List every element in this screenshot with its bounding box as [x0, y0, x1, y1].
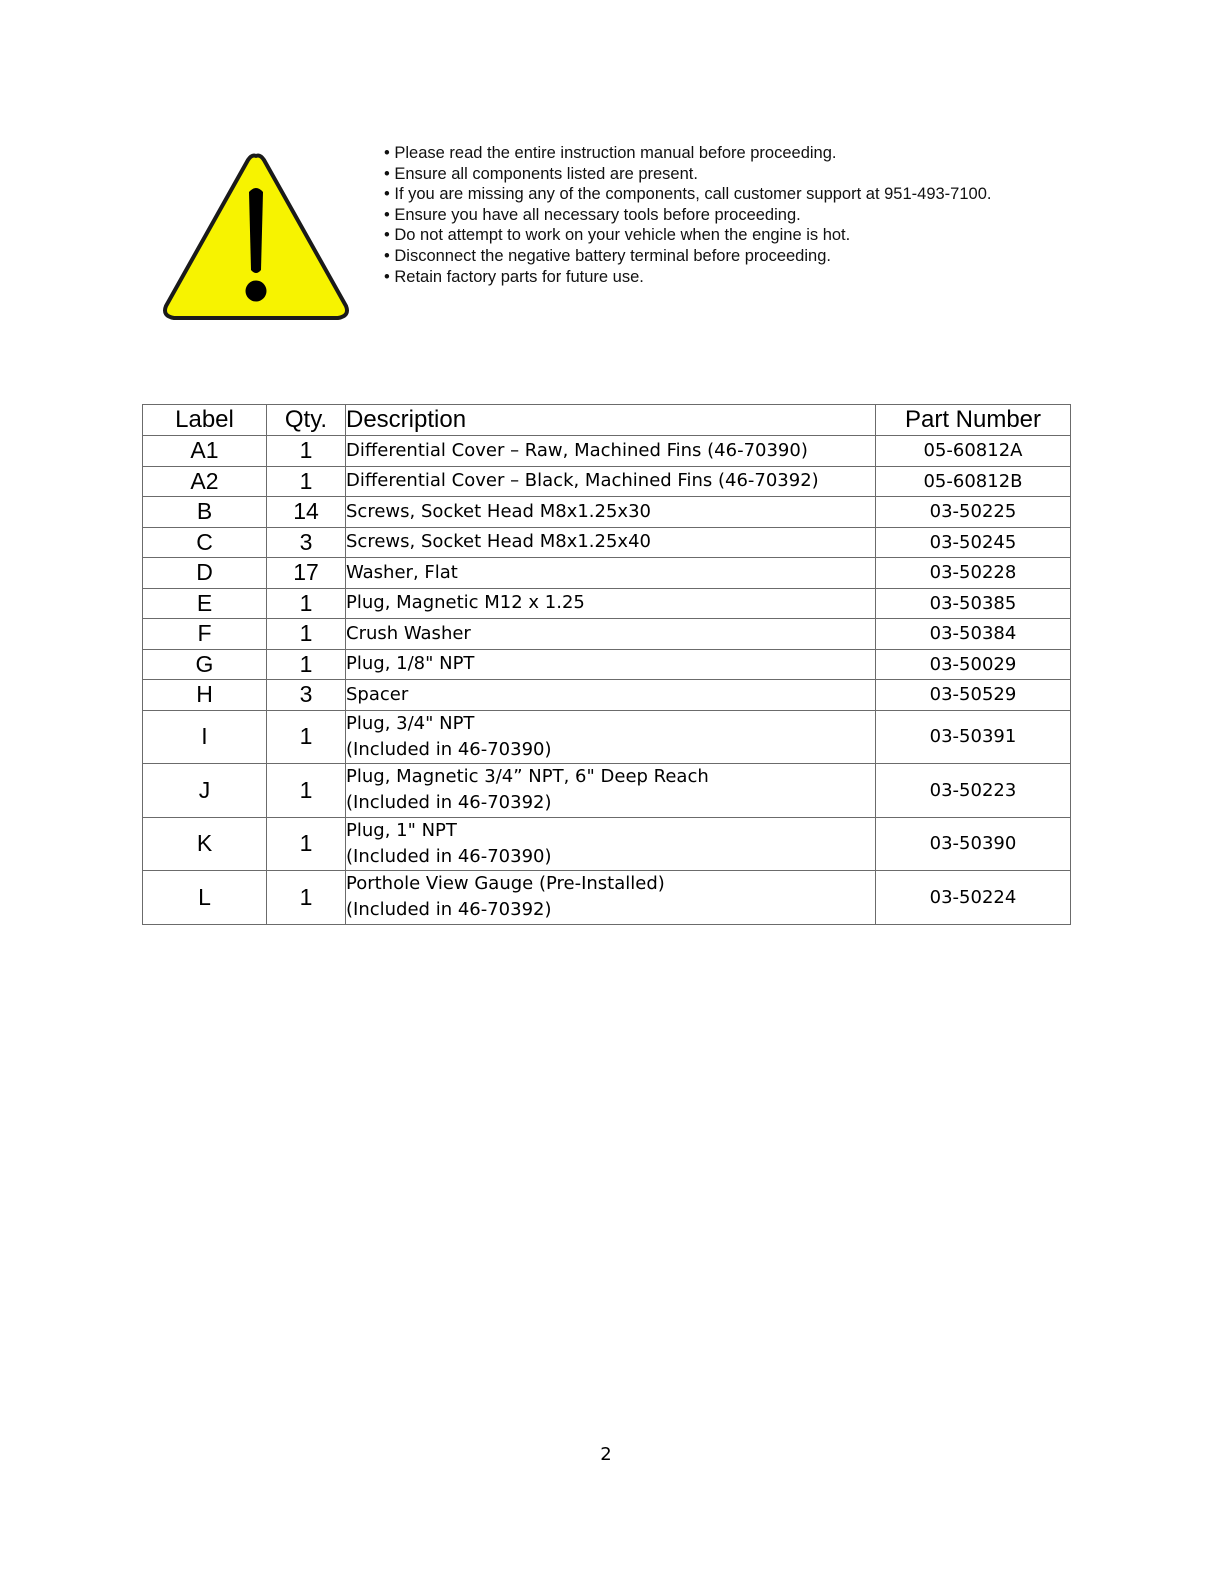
- row-description: [346, 710, 876, 764]
- description-line: Differential Cover – Raw, Machined Fins (46-70390): [346, 439, 808, 461]
- description-line: Plug, Magnetic M12 x 1.25: [346, 592, 585, 614]
- description-line: Plug, 1/8" NPT: [346, 653, 475, 675]
- row-qty: 1: [267, 619, 346, 650]
- row-part-number: 03-50225: [876, 497, 1071, 528]
- row-part-number: 03-50228: [876, 558, 1071, 589]
- header-label: Label: [143, 405, 267, 436]
- table-row: [143, 466, 1071, 497]
- warning-item: • Ensure you have all necessary tools before proceeding.: [384, 205, 991, 226]
- row-description: [346, 619, 876, 650]
- row-label: C: [143, 527, 267, 558]
- warning-item: • Retain factory parts for future use.: [384, 267, 991, 288]
- description-line: Spacer: [346, 683, 409, 705]
- row-qty: 17: [267, 558, 346, 589]
- header-part-number: Part Number: [876, 405, 1071, 436]
- warning-item: • Please read the entire instruction manual before proceeding.: [384, 143, 991, 164]
- table-row: [143, 649, 1071, 680]
- row-part-number: 03-50245: [876, 527, 1071, 558]
- row-label: F: [143, 619, 267, 650]
- row-label: A2: [143, 466, 267, 497]
- table-row: [143, 764, 1071, 818]
- row-label: J: [143, 764, 267, 818]
- row-label: H: [143, 680, 267, 711]
- row-qty: 1: [267, 466, 346, 497]
- parts-table-body: [143, 436, 1071, 925]
- row-qty: 1: [267, 817, 346, 871]
- row-part-number: 05-60812A: [876, 436, 1071, 467]
- row-label: L: [143, 871, 267, 925]
- description-line: Differential Cover – Black, Machined Fins (46-70392): [346, 470, 819, 492]
- row-qty: 1: [267, 764, 346, 818]
- row-part-number: 05-60812B: [876, 466, 1071, 497]
- description-line: Plug, 1" NPT: [346, 819, 457, 841]
- parts-table: [142, 404, 1071, 925]
- row-description: [346, 436, 876, 467]
- table-row: [143, 436, 1071, 467]
- row-qty: 1: [267, 871, 346, 925]
- table-row: [143, 680, 1071, 711]
- table-row: [143, 710, 1071, 764]
- warning-item: • If you are missing any of the components, call customer support at 951-493-7100.: [384, 184, 991, 205]
- row-label: A1: [143, 436, 267, 467]
- row-qty: 3: [267, 680, 346, 711]
- description-line: (Included in 46-70392): [346, 899, 552, 921]
- warning-item: • Disconnect the negative battery terminal before proceeding.: [384, 246, 991, 267]
- row-description: [346, 466, 876, 497]
- table-row: [143, 817, 1071, 871]
- description-line: Screws, Socket Head M8x1.25x40: [346, 531, 651, 553]
- header-qty: Qty.: [267, 405, 346, 436]
- table-row: [143, 527, 1071, 558]
- row-part-number: 03-50384: [876, 619, 1071, 650]
- row-qty: 1: [267, 710, 346, 764]
- description-line: Crush Washer: [346, 622, 471, 644]
- row-part-number: 03-50029: [876, 649, 1071, 680]
- row-qty: 1: [267, 436, 346, 467]
- description-line: Washer, Flat: [346, 561, 458, 583]
- header-description: Description: [346, 405, 876, 436]
- row-description: [346, 558, 876, 589]
- description-line: (Included in 46-70390): [346, 845, 552, 867]
- row-label: D: [143, 558, 267, 589]
- warning-item: • Ensure all components listed are present.: [384, 164, 991, 185]
- row-label: B: [143, 497, 267, 528]
- row-label: E: [143, 588, 267, 619]
- row-part-number: 03-50390: [876, 817, 1071, 871]
- row-part-number: 03-50224: [876, 871, 1071, 925]
- description-line: Screws, Socket Head M8x1.25x30: [346, 500, 651, 522]
- description-line: Porthole View Gauge (Pre-Installed): [346, 873, 665, 895]
- row-label: I: [143, 710, 267, 764]
- description-line: Plug, 3/4" NPT: [346, 712, 475, 734]
- row-description: [346, 588, 876, 619]
- row-qty: 14: [267, 497, 346, 528]
- description-line: (Included in 46-70392): [346, 792, 552, 814]
- warning-item: • Do not attempt to work on your vehicle when the engine is hot.: [384, 225, 991, 246]
- description-line: Plug, Magnetic 3/4” NPT, 6" Deep Reach: [346, 766, 709, 788]
- row-part-number: 03-50223: [876, 764, 1071, 818]
- table-row: [143, 558, 1071, 589]
- row-description: [346, 527, 876, 558]
- table-row: [143, 497, 1071, 528]
- row-description: [346, 871, 876, 925]
- page-number: 2: [600, 1444, 612, 1465]
- row-part-number: 03-50385: [876, 588, 1071, 619]
- row-label: K: [143, 817, 267, 871]
- row-description: [346, 817, 876, 871]
- table-row: [143, 619, 1071, 650]
- warning-list: [384, 143, 991, 287]
- warning-icon: [158, 150, 354, 324]
- row-description: [346, 649, 876, 680]
- row-qty: 1: [267, 588, 346, 619]
- row-part-number: 03-50529: [876, 680, 1071, 711]
- table-row: [143, 871, 1071, 925]
- row-description: [346, 764, 876, 818]
- row-qty: 1: [267, 649, 346, 680]
- table-row: [143, 588, 1071, 619]
- row-part-number: 03-50391: [876, 710, 1071, 764]
- row-label: G: [143, 649, 267, 680]
- row-description: [346, 497, 876, 528]
- row-description: [346, 680, 876, 711]
- table-header-row: [143, 405, 1071, 436]
- row-qty: 3: [267, 527, 346, 558]
- description-line: (Included in 46-70390): [346, 738, 552, 760]
